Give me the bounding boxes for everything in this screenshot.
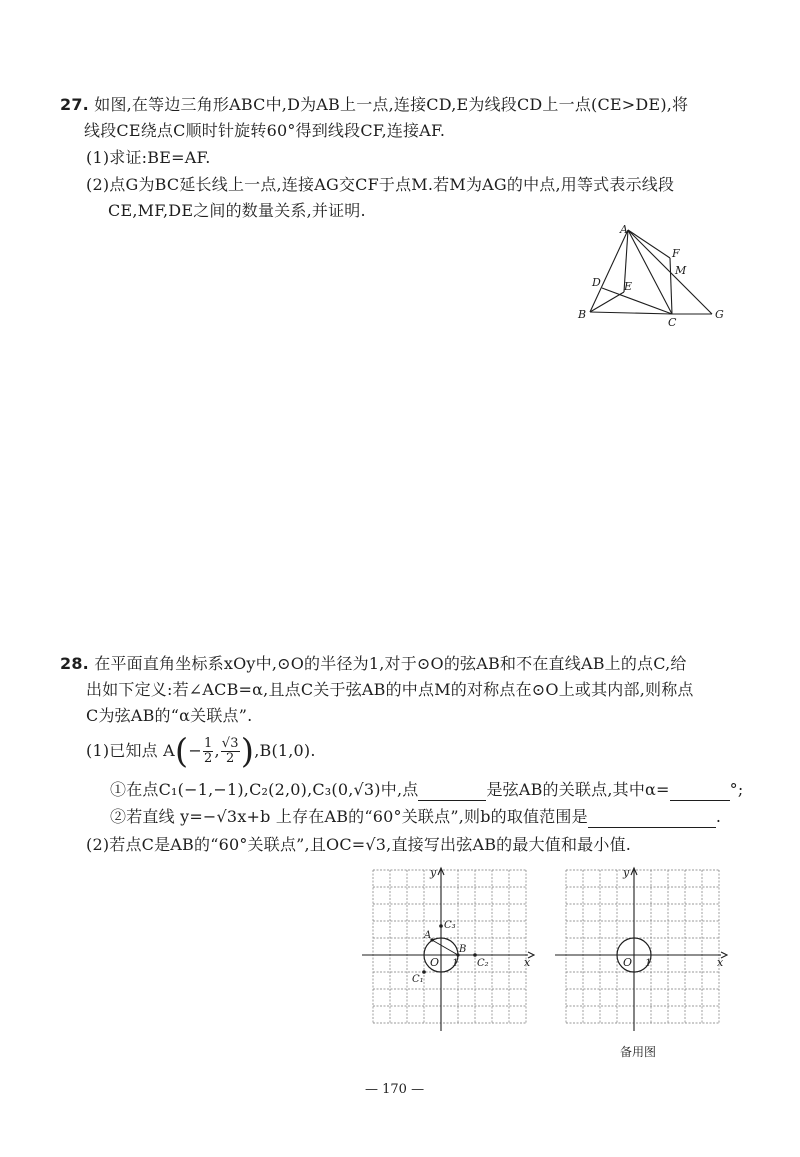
q28-part-1-minus: − [188, 741, 202, 760]
point-c2 [473, 953, 477, 957]
label-a: A [620, 223, 628, 236]
q28-sub-2-a: ②若直线 y=−√3x+b 上存在AB的“60°关联点”,则b的取值范围是 [110, 807, 588, 826]
segment-ac [628, 230, 672, 314]
point-a-y-fraction: $\frac{√3}{2}$ [221, 736, 239, 766]
q27-part-2-line-2: CE,MF,DE之间的数量关系,并证明. [108, 201, 366, 220]
grid2-label-o: O [623, 956, 633, 969]
label-e: E [624, 280, 633, 293]
label-m: M [675, 264, 687, 277]
q28-line-3: C为弦AB的“α关联点”. [86, 706, 253, 725]
q28-sub-1-c: °; [729, 780, 744, 799]
q28-sub-1-b: 是弦AB的关联点,其中α= [486, 780, 670, 799]
grid1-label-1: 1 [452, 958, 459, 969]
q28-sub-2 [110, 806, 721, 828]
segment-af [628, 230, 670, 258]
label-f: F [672, 247, 680, 260]
q28-part-1-suffix: ,B(1,0). [254, 741, 316, 760]
q28-part-2: (2)若点C是AB的“60°关联点”,且OC=√3,直接写出弦AB的最大值和最小值. [86, 835, 632, 854]
q28-part-1: (1)已知点 A(− $\frac{1}{2}$ , $\frac{√3}{2}$ ),B(1,0). [86, 731, 316, 772]
coordinate-grid-backup [553, 866, 728, 1032]
label-g: G [715, 308, 724, 321]
backup-figure-caption: 备用图 [620, 1045, 657, 1059]
chord-ab [432, 940, 458, 955]
label-c: C [668, 316, 677, 329]
grid1-label-y: y [430, 866, 437, 879]
q28-sub-1 [110, 779, 743, 801]
q27-triangle-figure [568, 222, 728, 334]
label-b: B [578, 308, 587, 321]
grid1-label-b: B [459, 944, 467, 955]
segment-cf [670, 258, 672, 314]
q28-text-1: 在平面直角坐标系xOy中,⊙O的半径为1,对于⊙O的弦AB和不在直线AB上的点C,给 [94, 654, 687, 673]
point-a-x-fraction: $\frac{1}{2}$ [203, 736, 213, 766]
q28-line-1 [60, 653, 687, 675]
q28-line-2: 出如下定义:若∠ACB=α,且点C关于弦AB的中点M的对称点在⊙O上或其内部,则称点 [86, 680, 694, 699]
grid2-label-x: x [717, 956, 724, 969]
q28-part-1-comma: , [214, 741, 220, 760]
q28-part-1-prefix: (1)已知点 A [86, 741, 175, 760]
grid2-label-1: 1 [645, 958, 652, 969]
grid2-label-y: y [623, 866, 630, 879]
q27-part-2-line-1: (2)点G为BC延长线上一点,连接AG交CF于点M.若M为AG的中点,用等式表示线段 [86, 175, 675, 194]
q27-number: 27. [60, 95, 89, 114]
q28-sub-2-b: . [715, 807, 722, 826]
grid1-label-c3: C₃ [444, 920, 456, 931]
coordinate-grid-main [360, 866, 535, 1032]
segment-cd [602, 288, 672, 314]
q28-sub-1-a: ①在点C₁(−1,−1),C₂(2,0),C₃(0,√3)中,点 [110, 780, 419, 799]
segment-ag [628, 230, 712, 314]
q27-line-1 [60, 94, 688, 116]
grid1-label-c2: C₂ [477, 958, 489, 969]
q28-number: 28. [60, 654, 89, 673]
answer-blank-b-range[interactable] [588, 811, 716, 828]
point-c3 [439, 924, 443, 928]
grid1-label-a: A [424, 930, 432, 941]
segment-ab [590, 230, 628, 312]
q27-text-1: 如图,在等边三角形ABC中,D为AB上一点,连接CD,E为线段CD上一点(CE>DE),将 [94, 95, 689, 114]
answer-blank-alpha[interactable] [670, 784, 730, 801]
grid1-label-c1: C₁ [412, 974, 424, 985]
q27-part-1: (1)求证:BE=AF. [86, 148, 211, 167]
label-d: D [592, 276, 601, 289]
page-number: — 170 — [365, 1082, 425, 1097]
q27-line-2: 线段CE绕点C顺时针旋转60°得到线段CF,连接AF. [84, 121, 446, 140]
segment-bc [590, 312, 672, 314]
grid1-label-o: O [430, 956, 440, 969]
answer-blank-point[interactable] [418, 784, 486, 801]
grid1-label-x: x [524, 956, 531, 969]
